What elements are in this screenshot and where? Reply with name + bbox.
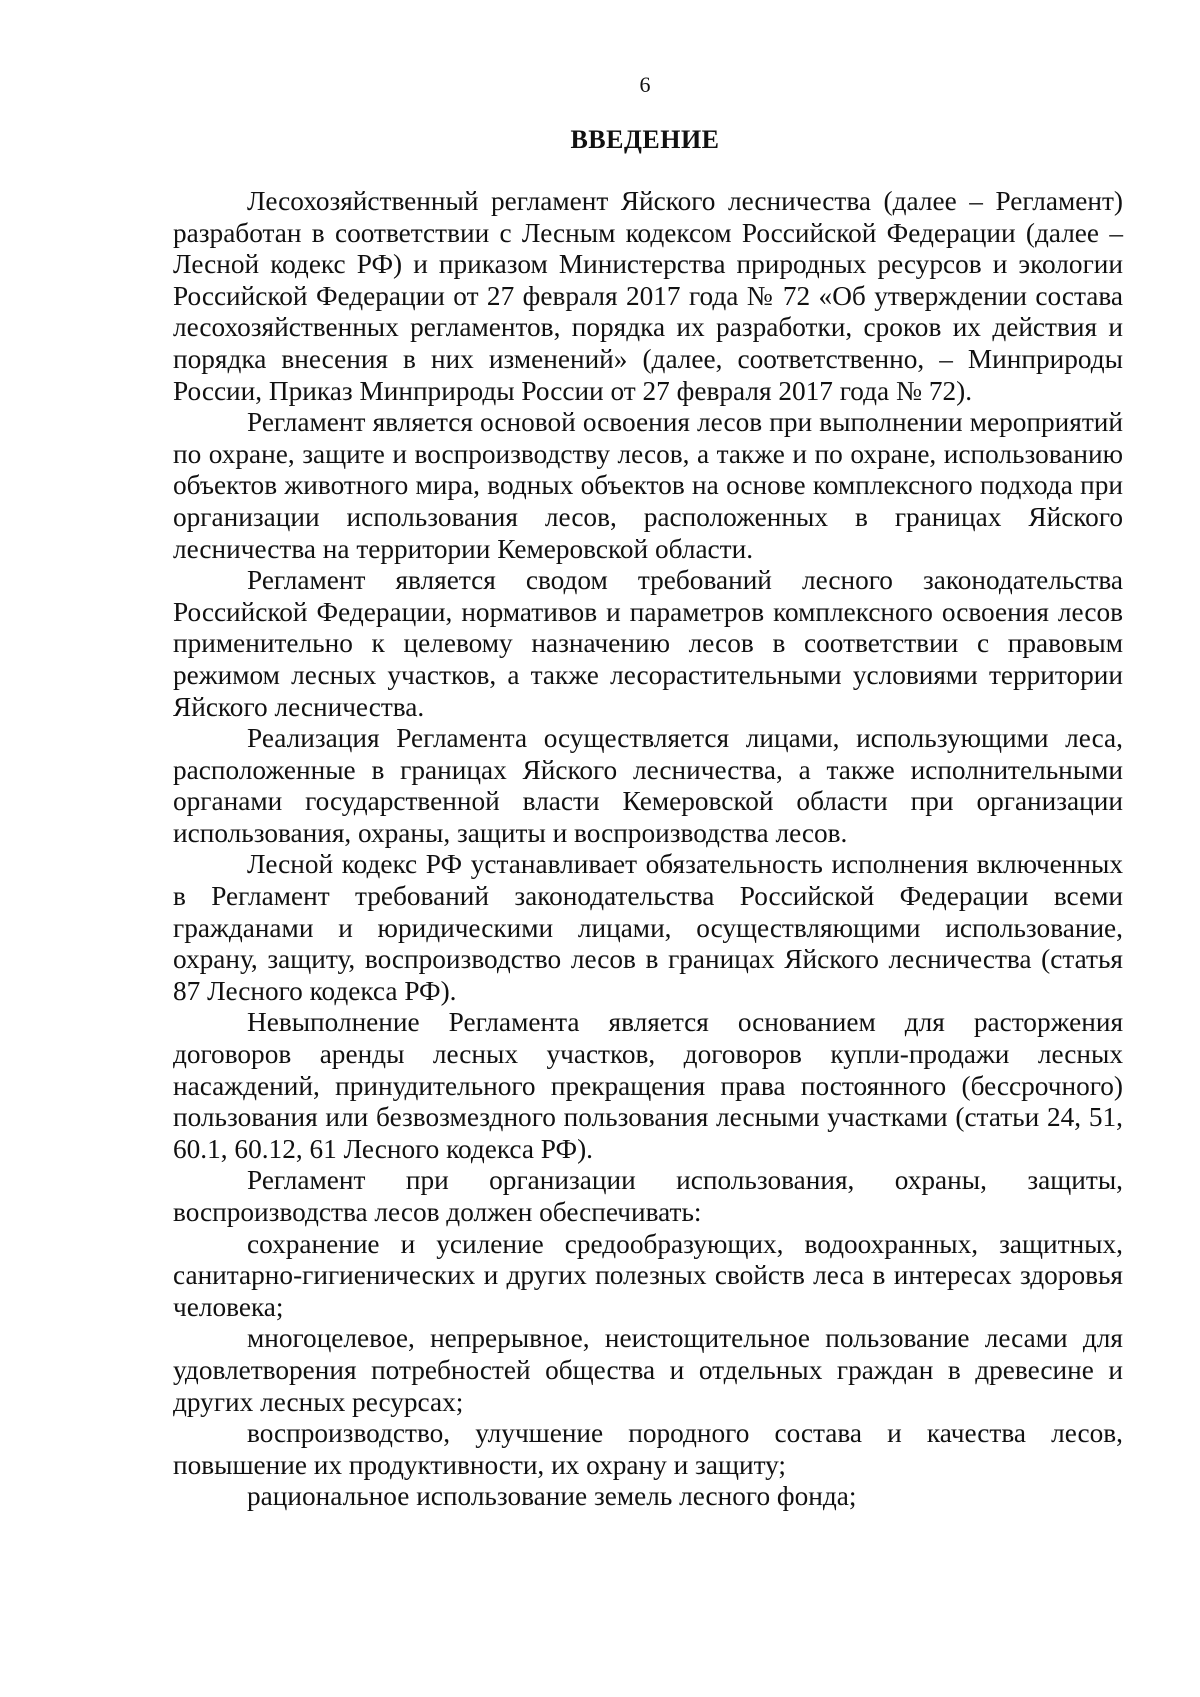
list-item-multipurpose-use: многоцелевое, непрерывное, неистощительное пользование лесами для удовлетворения потребностей общества и отдельных граждан в древесине и других лесных ресурсах; <box>173 1323 1123 1417</box>
paragraph-implementation: Реализация Регламента осуществляется лицами, использующими леса, расположенные в границах Яйского лесничества, а также исполнительными органами государственной власти Кемеровской области при организации использования, охраны, защиты и воспроизводства лесов. <box>173 723 1123 848</box>
paragraph-intro: Лесохозяйственный регламент Яйского лесничества (далее – Регламент) разработан в соответствии с Лесным кодексом Российской Федерации (далее – Лесной кодекс РФ) и приказом Министерства природных ресурсов и экологии Российской Федерации от 27 февраля 2017 года № 72 «Об утверждении состава лесохозяйственных регламентов, порядка их разработки, сроков их действия и порядка внесения в них изменений» (далее, соответственно, – Минприроды России, Приказ Минприроды России от 27 февраля 2017 года № 72). <box>173 186 1123 406</box>
body-text <box>173 186 1123 1513</box>
list-item-reproduction: воспроизводство, улучшение породного состава и качества лесов, повышение их продуктивности, их охрану и защиту; <box>173 1418 1123 1480</box>
list-item-preservation: сохранение и усиление средообразующих, водоохранных, защитных, санитарно-гигиенических и других полезных свойств леса в интересах здоровья человека; <box>173 1228 1123 1322</box>
paragraph-basis: Регламент является основой освоения лесов при выполнении мероприятий по охране, защите и воспроизводству лесов, а также и по охране, использованию объектов животного мира, водных объектов на основе комплексного подхода при организации использования лесов, расположенных в границах Яйского лесничества на территории Кемеровской области. <box>173 407 1123 564</box>
page-number: 6 <box>639 72 651 97</box>
section-title: ВВЕДЕНИЕ <box>570 125 720 154</box>
paragraph-obligation: Лесной кодекс РФ устанавливает обязательность исполнения включенных в Регламент требований законодательства Российской Федерации всеми гражданами и юридическими лицами, осуществляющими использование, охрану, защиту, воспроизводство лесов в границах Яйского лесничества (статья 87 Лесного кодекса РФ). <box>173 849 1123 1006</box>
paragraph-non-compliance: Невыполнение Регламента является основанием для расторжения договоров аренды лесных участков, договоров купли-продажи лесных насаждений, принудительного прекращения права постоянного (бессрочного) пользования или безвозмездного пользования лесными участками (статьи 24, 51, 60.1, 60.12, 61 Лесного кодекса РФ). <box>173 1007 1123 1164</box>
paragraph-requirements: Регламент является сводом требований лесного законодательства Российской Федерации, нормативов и параметров комплексного освоения лесов применительно к целевому назначению лесов в соответствии с правовым режимом лесных участков, а также лесорастительными условиями территории Яйского лесничества. <box>173 565 1123 722</box>
paragraph-must-ensure: Регламент при организации использования, охраны, защиты, воспроизводства лесов должен обеспечивать: <box>173 1165 1123 1227</box>
list-item-land-use: рациональное использование земель лесного фонда; <box>247 1481 857 1512</box>
